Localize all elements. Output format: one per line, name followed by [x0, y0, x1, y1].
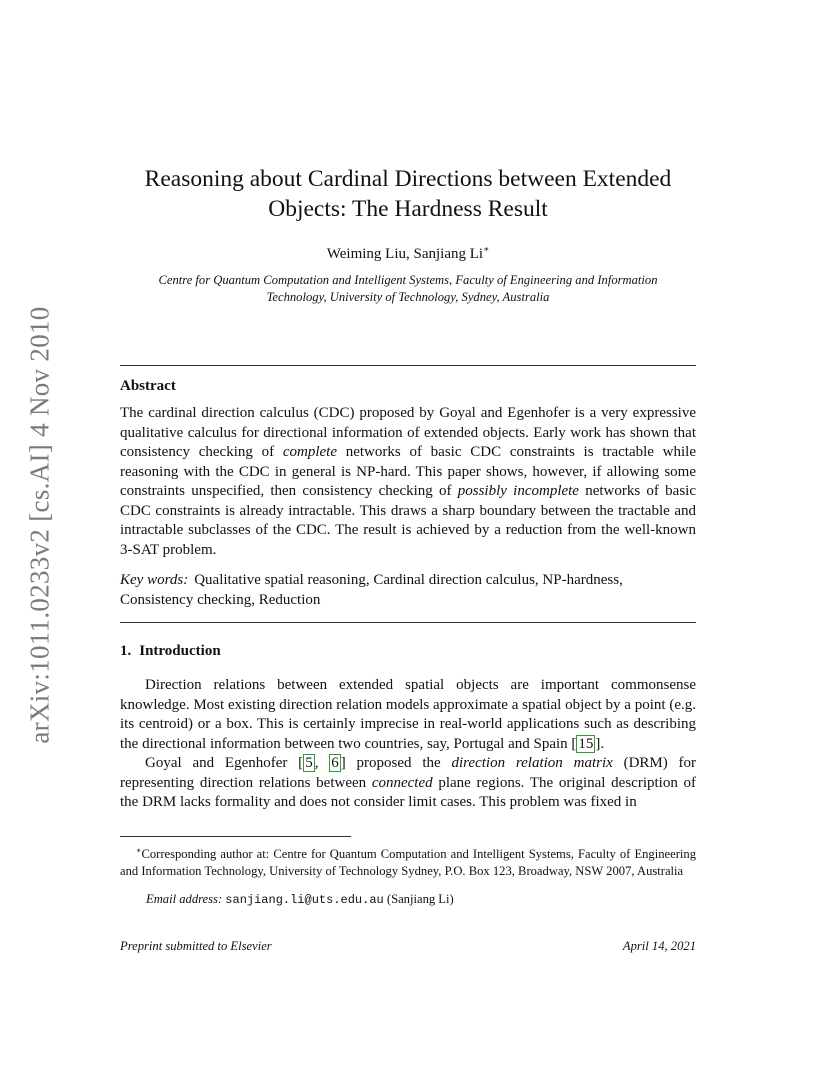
intro-p1-end: ].: [595, 735, 605, 752]
email-owner: (Sanjiang Li): [386, 892, 454, 906]
citation-link[interactable]: 6: [331, 755, 339, 771]
author-list: [120, 244, 696, 263]
keywords-label: Key words:: [120, 572, 189, 588]
keywords-text: Qualitative spatial reasoning, Cardinal direction calculus, NP-hardness, Consistency checking, Reduction: [120, 572, 623, 608]
footnote-text: Corresponding author at: Centre for Quantum Computation and Intelligent Systems, Faculty of Engineering and Information Technology, University of Technology Sydney, P.O. Box 123, Broadway, NSW 2007, Australia: [120, 847, 696, 879]
keywords: [120, 571, 696, 610]
footnote-email: [146, 892, 454, 907]
affiliation-line-1: Centre for Quantum Computation and Intelligent Systems, Faculty of Engineering and Information: [158, 273, 658, 287]
intro-p2-sep: ,: [314, 755, 330, 771]
intro-emphasis-drm: direction relation matrix: [451, 755, 613, 771]
abstract-emphasis-complete: complete: [282, 444, 337, 460]
title-line-1: Reasoning about Cardinal Directions between Extended: [144, 166, 672, 192]
affiliation: [120, 272, 696, 306]
title-line-2: Objects: The Hardness Result: [268, 196, 548, 222]
section-title: Introduction: [139, 643, 221, 659]
corresponding-author-mark[interactable]: ∗: [483, 244, 490, 254]
abstract-text-2: networks of basic CDC constraints is tractable while reasoning with the CDC in general is NP-hard. This paper shows, however, if allowing some constraints unspecified, then consistency checking of: [120, 444, 696, 499]
footer-date: April 14, 2021: [622, 939, 696, 953]
abstract-text-3: networks of basic CDC constraints is already intractable. This draws a sharp boundary between the tractable and intractable subclasses of the CDC. The result is achieved by a reduction from the well-known 3-SAT problem.: [120, 483, 696, 558]
abstract-emphasis-incomplete: possibly incomplete: [457, 483, 579, 499]
email-address[interactable]: sanjiang.li@uts.edu.au: [225, 893, 384, 907]
footnote-rule: [120, 836, 351, 837]
citation-link[interactable]: 5: [305, 755, 313, 771]
abstract-body: [120, 404, 696, 560]
email-label: Email address:: [146, 892, 223, 906]
intro-p2-a: Goyal and Egenhofer [: [145, 755, 304, 771]
arxiv-sidebar-stamp: [20, 300, 60, 750]
authors-names: Weiming Liu, Sanjiang Li: [326, 246, 484, 262]
affiliation-line-2: Technology, University of Technology, Sydney, Australia: [266, 290, 550, 304]
arxiv-identifier: arXiv:1011.0233v2 [cs.AI] 4 Nov 2010: [24, 306, 55, 744]
abstract-heading: Abstract: [120, 378, 176, 394]
intro-emphasis-connected: connected: [371, 774, 433, 791]
abstract-bottom-rule: [120, 622, 696, 623]
footer-preprint-note: Preprint submitted to Elsevier: [120, 939, 272, 953]
paper-title: [120, 164, 696, 224]
citation-link[interactable]: 15: [578, 735, 594, 752]
intro-paragraph-2: [120, 754, 696, 813]
abstract-text-1: The cardinal direction calculus (CDC) proposed by Goyal and Egenhofer is a very expressive qualitative calculus for directional information of extended objects. Early work has shown that consistency checking of: [120, 405, 696, 460]
intro-p2-c: (DRM) for representing direction relations between: [120, 755, 697, 791]
footnote: [120, 842, 696, 880]
section-number: 1.: [120, 643, 132, 659]
section-heading-introduction: [120, 643, 221, 660]
intro-p2-d: plane regions. The original description of the DRM lacks formality and does not consider limit cases. This problem was fixed in: [120, 774, 696, 810]
intro-paragraph-1: [120, 676, 696, 754]
footnote-mark: ∗: [136, 846, 142, 855]
intro-p1-text: Direction relations between extended spatial objects are important commonsense knowledge. Most existing direction relation models approximate a spatial object by a point (e.g. its centroid) or a box. This is certainly imprecise in real-world applications such as describing the directional information between two countries, say, Portugal and Spain [: [120, 677, 696, 752]
intro-p2-b: ] proposed the: [340, 755, 452, 771]
abstract-top-rule: [120, 365, 696, 366]
